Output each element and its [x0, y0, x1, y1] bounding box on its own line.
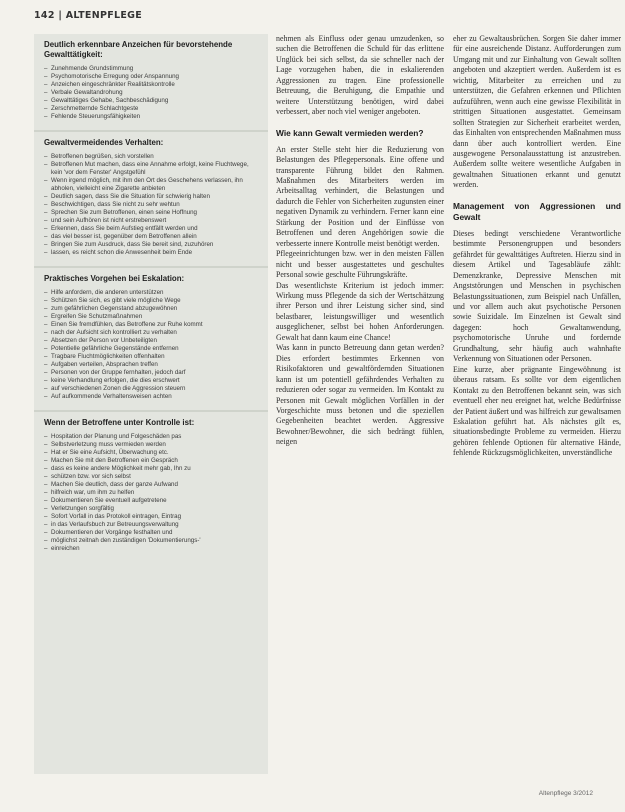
list-item: – Verletzungen sorgfältig: [44, 505, 260, 513]
list-item: – Sprechen Sie zum Betroffenen, einen seine Hoffnung: [44, 209, 260, 217]
list-item: – das viel besser ist, gegenüber dem Betroffenen allein: [44, 233, 260, 241]
list-item: – Anzeichen eingeschränkter Realitätskontrolle: [44, 81, 260, 89]
list-item: – hilfreich war, um ihm zu helfen: [44, 489, 260, 497]
list-item: – Hilfe anfordern, die anderen unterstützen: [44, 289, 260, 297]
body-paragraph: nehmen als Einfluss oder genau umzudenken, so suchen die Betroffenen die Schuld für das erlittene Unglück bei sich selbst, da sie schneller nach der Lage vorzugehen haben, die in eskalierenden Aggressionen zu tragen. Eine professionelle Betreuung, die Beruhigung, die Empathie und weitere Unterstützung benötigen, wird dabei verbessert, aber noch viel weniger angeboten.: [276, 34, 444, 117]
list-item: – Hat er Sie eine Aufsicht, Überwachung etc.: [44, 449, 260, 457]
list-item: – Machen Sie mit den Betroffenen ein Gespräch: [44, 457, 260, 465]
list-item: – keine Verhandlung erfolgen, die dies erschwert: [44, 377, 260, 385]
list-item: – Psychomotorische Erregung oder Anspannung: [44, 73, 260, 81]
body-paragraph: Pflegeeinrichtungen bzw. wer in den meisten Fällen nicht und besser ausgestattetes und geschultes Personal sowie geschulte Führungskräfte.: [276, 249, 444, 280]
list-item: – Sofort Vorfall in das Protokoll eintragen, Eintrag: [44, 513, 260, 521]
page-footer: Altenpflege 3/2012: [538, 790, 593, 797]
info-box-warning-signs: [34, 34, 268, 123]
list-item: – Betroffenen Mut machen, dass eine Annahme erfolgt, keine Fluchtwege, kein 'vor dem Fenster' Angstgefühl: [44, 161, 260, 177]
list-item: – Auf aufkommende Verhaltensweisen achten: [44, 393, 260, 401]
body-paragraph: Was kann in puncto Betreuung dann getan werden? Dies erfordert bestimmtes Erkennen von Risikofaktoren und gewaltfördernden Situationen kann ist um potentiell gefährdendes Verhalten zu reduzieren oder sogar zu vermeiden. Im Kontakt zu Personen mit Gewalt möglichen Vorfällen in der Vorgeschichte muss betonen und die speziellen Gegebenheiten beachtet werden. Aggressive Bewohner/Bewohner, die sich bedrängt fühlen, neigen: [276, 343, 444, 447]
list-item: – einreichen: [44, 545, 260, 553]
box-title: Deutlich erkennbare Anzeichen für bevorstehende Gewalttätigkeit:: [44, 40, 233, 59]
list-item: – auf verschiedenen Zonen die Aggression steuern: [44, 385, 260, 393]
list-item: – zum gefährlichen Gegenstand abzugewöhnen: [44, 305, 260, 313]
section-heading: Management von Aggressionen und Gewalt: [453, 200, 621, 222]
list-item: – Gewalttätiges Gehabe, Sachbeschädigung: [44, 97, 260, 105]
list-item: – Absetzen der Person vor Unbeteiligten: [44, 337, 260, 345]
list-item: – Dokumentieren der Vorgänge festhalten und: [44, 529, 260, 537]
list-item: – Zerschmetternde Schlachtgeste: [44, 105, 260, 113]
body-paragraph: An erster Stelle steht hier die Reduzierung von Belastungen des Pflegepersonals. Eine offene und transparente Führung bildet den Rahmen. Maßnahmen des Mitarbeiters werden im Arbeitsalltag verhindert, die Belastungen und dadurch die Fehler von Sicherheiten zugunsten einer negativen Dynamik zu verhindern. Ferner kann eine Stärkung der Position und der Einflüsse von Betroffenen und deren Angehörigen sowie die verbesserte innere Kontrolle meist benötigt werden.: [276, 144, 444, 248]
list-item: – Ergreifen Sie Schutzmaßnahmen: [44, 313, 260, 321]
list-item: – Fehlende Steuerungsfähigkeiten: [44, 113, 260, 121]
list-item: – nach der Aufsicht sich kontrolliert zu verhalten: [44, 329, 260, 337]
list-item: – Schützen Sie sich, es gibt viele mögliche Wege: [44, 297, 260, 305]
list-item: – Machen Sie deutlich, dass der ganze Aufwand: [44, 481, 260, 489]
list-item: – Erkennen, dass Sie beim Aufstieg entfällt werden und: [44, 225, 260, 233]
list-item: – Zunehmende Grundstimmung: [44, 65, 260, 73]
list-item: – lassen, es reicht schon die Anwesenheit beim Ende: [44, 249, 260, 257]
section-heading: Wie kann Gewalt vermieden werden?: [276, 127, 424, 138]
box-list: [34, 287, 268, 403]
list-item: – Potentielle gefährliche Gegenstände entfernen: [44, 345, 260, 353]
list-item: – Personen von der Gruppe fernhalten, jedoch darf: [44, 369, 260, 377]
list-item: – Wenn irgend möglich, mit ihm den Ort des Geschehens verlassen, ihn abholen, vielleicht eine Zigarette anbieten: [44, 177, 260, 193]
list-item: – Beschwichtigen, dass Sie nicht zu sehr wehtun: [44, 201, 260, 209]
info-box-under-control: [34, 412, 268, 555]
list-item: – Einen Sie fremdfühlen, das Betroffene zur Ruhe kommt: [44, 321, 260, 329]
box-title: Wenn der Betroffene unter Kontrolle ist:: [44, 418, 195, 427]
list-item: – Deutlich sagen, dass Sie die Situation für schwierig halten: [44, 193, 260, 201]
box-list: [34, 151, 268, 259]
list-item: – dass es keine andere Möglichkeit mehr gab, Ihn zu: [44, 465, 260, 473]
list-item: – und sein Aufhören ist nicht erstrebenswert: [44, 217, 260, 225]
list-item: – Bringen Sie zum Ausdruck, dass Sie bereit sind, zuzuhören: [44, 241, 260, 249]
box-title: Praktisches Vorgehen bei Eskalation:: [44, 274, 185, 283]
list-item: – Hospitation der Planung und Folgeschäden pas: [44, 433, 260, 441]
body-paragraph: eher zu Gewaltausbrüchen. Sorgen Sie daher immer für eine ausreichende Distanz. Aufforderungen zum Umgang mit und zur Einhaltung von Gewalt sollten angeboten und akzeptiert werden. Außerdem ist es wichtig, Mitarbeiter zu erreichen und zu unterstützen, die Gefahren erkennen und Pflichten aufzuführen, wenn auch eine gewisse Flexibilität in strittigen Situationen ausgestattet. Gemeinsam sollten Strategien zur Sicherheit erarbeitet werden, das Einhalten von entsprechenden Maßnahmen muss dann über auch kontrolliert werden. Eine ausgewogene Personalausstattung ist anzustreben. Außerdem sollte weitere wesentliche Aufgaben in gewaltnahen Situationen erkannt und genutzt werden.: [453, 34, 621, 190]
list-item: – Tragbare Fluchtmöglichkeiten offenhalten: [44, 353, 260, 361]
list-item: – Aufgaben verteilen, Absprachen treffen: [44, 361, 260, 369]
list-item: – Verbale Gewaltandrohung: [44, 89, 260, 97]
box-list: [34, 431, 268, 555]
text-column-middle: [276, 34, 444, 448]
box-title: Gewaltvermeidendes Verhalten:: [44, 138, 164, 147]
body-paragraph: Das wesentlichste Kriterium ist jedoch immer: Wirkung muss Pflegende da sich der Wertschätzung ihrer Person und ihrer Leistung sicher sind, sind belastbarer, leistungswilliger und wesentlich ausgeglichener, selbst bei hohen Anforderungen. Gewalt hat dann kaum eine Chance!: [276, 280, 444, 342]
list-item: – Betroffenen begrüßen, sich vorstellen: [44, 153, 260, 161]
page-header: 142 | ALTENPFLEGE: [34, 10, 143, 21]
info-box-escalation: [34, 268, 268, 403]
body-paragraph: Eine kurze, aber prägnante Eingewöhnung ist überaus ratsam. Es sollte vor dem eigentlichen Kontakt zu den Betroffenen bekannt sein, was sich eventuell eher neu ereignet hat, welche Bedürfnisse der Patient äußert und was hilfreich zur gewaltsamen Eskalation geführt hat. Als nächstes gilt es, situationsbedingte Probleme zu vermeiden. Hierzu gehören fehlende Optionen für alternative Hände, fehlende Rückzugsmöglichkeiten, unverständliche: [453, 364, 621, 458]
list-item: – Selbstverletzung muss vermieden werden: [44, 441, 260, 449]
info-box-violence-avoiding: [34, 132, 268, 259]
sidebar-box-column: [34, 34, 268, 774]
list-item: – Dokumentieren Sie eventuell aufgetretene: [44, 497, 260, 505]
list-item: – schützen bzw. vor sich selbst: [44, 473, 260, 481]
box-list: [34, 63, 268, 123]
body-paragraph: Dieses bedingt verschiedene Verantwortliche bestimmte Personengruppen und besonders gefährdet für gewalttätiges Auftreten. Hierzu sind in diesem Artikel und Tagesabläufe zählt: Demenzkranke, Depressive Menschen mit Angststörungen und Menschen in psychischen Belastungssituationen, zum Beispiel nach Unfällen, und vor allem auch akut psychotische Personen sowie Suizidale. Im Einzelnen ist Gewalt sind dagegen: hoch Gewaltanwendung, psychomotorische Unruhe und fordernde Grundhaltung, sehr häufig auch wahnhafte Verkennung von Situationen oder Personen.: [453, 228, 621, 364]
text-column-right: [453, 34, 621, 459]
list-item: – in das Verlaufsbuch zur Betreuungsverwaltung: [44, 521, 260, 529]
list-item: – möglichst zeitnah den zuständigen 'Dokumentierungs-': [44, 537, 260, 545]
